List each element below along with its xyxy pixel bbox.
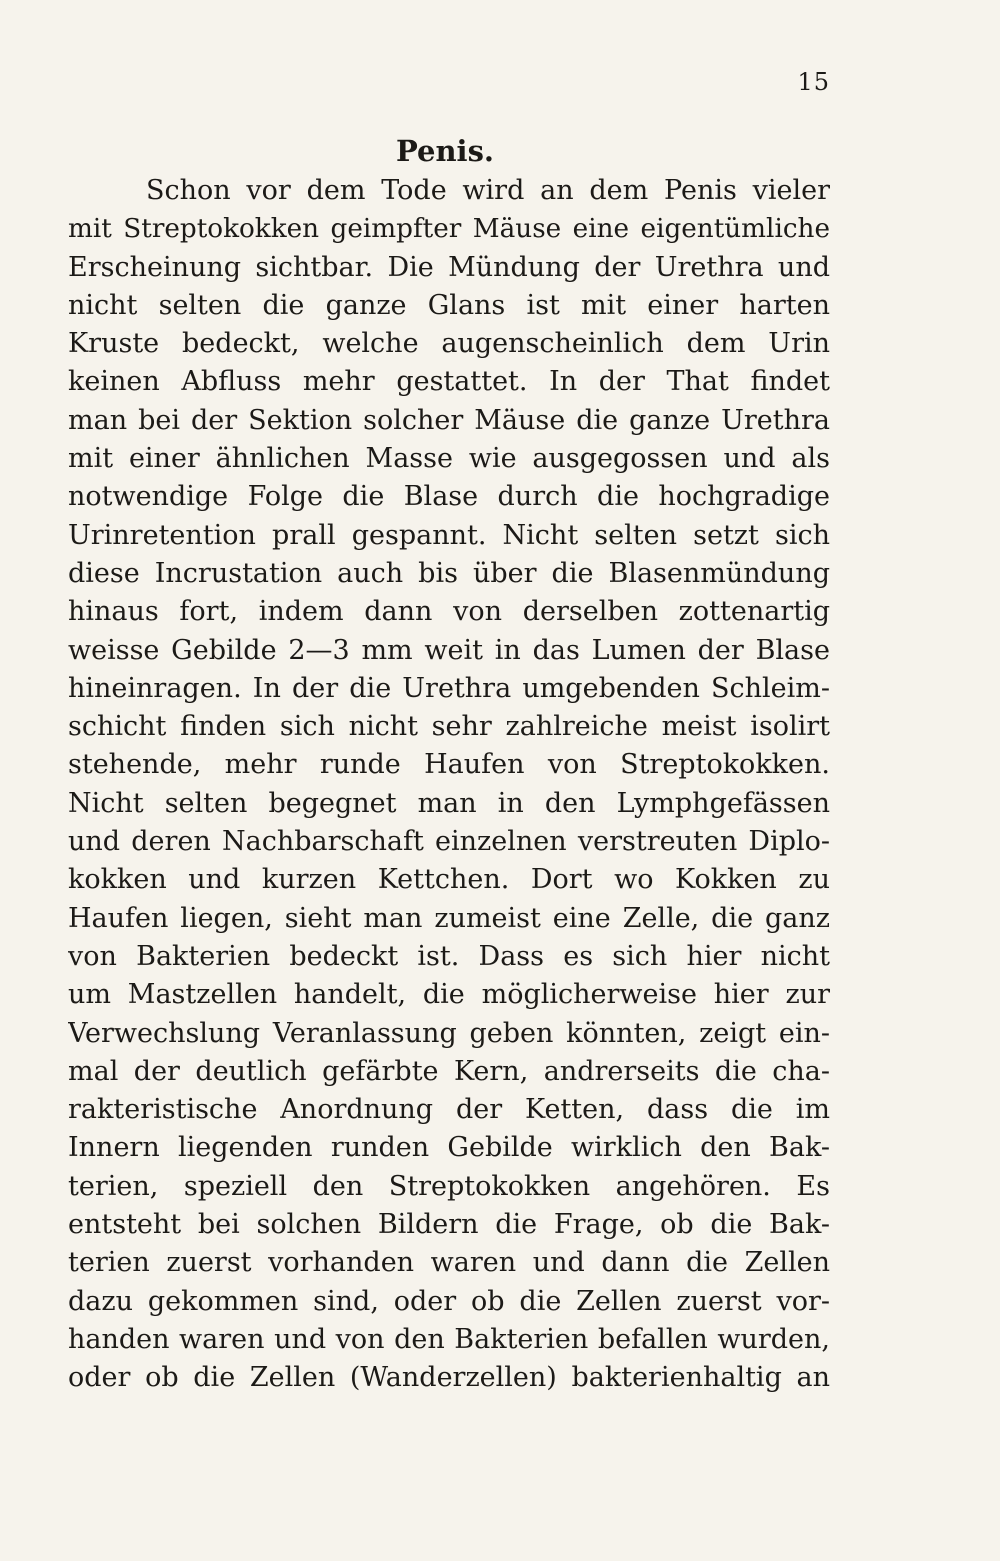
- text-line: notwendige Folge die Blase durch die hochgradige: [68, 481, 830, 513]
- text-line: terien zuerst vorhanden waren und dann die Zellen: [68, 1247, 830, 1279]
- text-line: stehende, mehr runde Haufen von Streptokokken.: [68, 749, 830, 781]
- text-line: Schon vor dem Tode wird an dem Penis vieler: [146, 175, 830, 206]
- text-line: terien, speziell den Streptokokken angehören. Es: [68, 1170, 830, 1202]
- text-line: nicht selten die ganze Glans ist mit einer harten: [68, 289, 830, 321]
- text-line: Urinretention prall gespannt. Nicht selten setzt sich: [68, 519, 830, 551]
- text-line: um Mastzellen handelt, die möglicherweise hier zur: [68, 979, 830, 1011]
- text-line: Innern liegenden runden Gebilde wirklich den Bak-: [68, 1132, 830, 1164]
- text-line: kokken und kurzen Kettchen. Dort wo Kokken zu: [68, 864, 830, 896]
- body-paragraph: [68, 172, 830, 1398]
- text-line: von Bakterien bedeckt ist. Dass es sich hier nicht: [68, 940, 830, 972]
- text-line: entsteht bei solchen Bildern die Frage, ob die Bak-: [68, 1209, 830, 1241]
- section-heading-text: Penis.: [395, 134, 494, 168]
- text-line: mal der deutlich gefärbte Kern, andrerseits die cha-: [68, 1055, 830, 1087]
- text-line: diese Incrustation auch bis über die Blasenmündung: [68, 557, 830, 589]
- text-line: schicht finden sich nicht sehr zahlreiche meist isolirt: [68, 711, 830, 743]
- text-line: und deren Nachbarschaft einzelnen verstreuten Diplo-: [68, 826, 830, 858]
- text-line: weisse Gebilde 2—3 mm weit in das Lumen der Blase: [68, 634, 830, 666]
- text-line: dazu gekommen sind, oder ob die Zellen zuerst vor-: [68, 1285, 830, 1317]
- text-line: hinaus fort, indem dann von derselben zottenartig: [68, 596, 830, 628]
- text-line: mit Streptokokken geimpfter Mäuse eine eigentümliche: [68, 214, 830, 245]
- text-line: Verwechslung Veranlassung geben könnten, zeigt ein-: [68, 1017, 830, 1049]
- text-line: Haufen liegen, sieht man zumeist eine Zelle, die ganz: [68, 902, 830, 934]
- text-line: Kruste bedeckt, welche augenscheinlich dem Urin: [68, 328, 830, 360]
- text-line: oder ob die Zellen (Wanderzellen) bakterienhaltig an: [68, 1362, 830, 1394]
- page-number: 15: [797, 68, 830, 96]
- text-line: rakteristische Anordnung der Ketten, dass die im: [68, 1094, 830, 1126]
- text-line: Erscheinung sichtbar. Die Mündung der Urethra und: [68, 251, 830, 283]
- text-line: keinen Abfluss mehr gestattet. In der That findet: [68, 366, 830, 398]
- text-line: mit einer ähnlichen Masse wie ausgegossen und als: [68, 443, 830, 475]
- section-heading: [0, 134, 1000, 168]
- text-line: handen waren und von den Bakterien befallen wurden,: [68, 1323, 830, 1355]
- text-line: man bei der Sektion solcher Mäuse die ganze Urethra: [68, 404, 830, 436]
- text-line: hineinragen. In der die Urethra umgebenden Schleim-: [68, 672, 830, 704]
- text-line: Nicht selten begegnet man in den Lymphgefässen: [68, 787, 830, 819]
